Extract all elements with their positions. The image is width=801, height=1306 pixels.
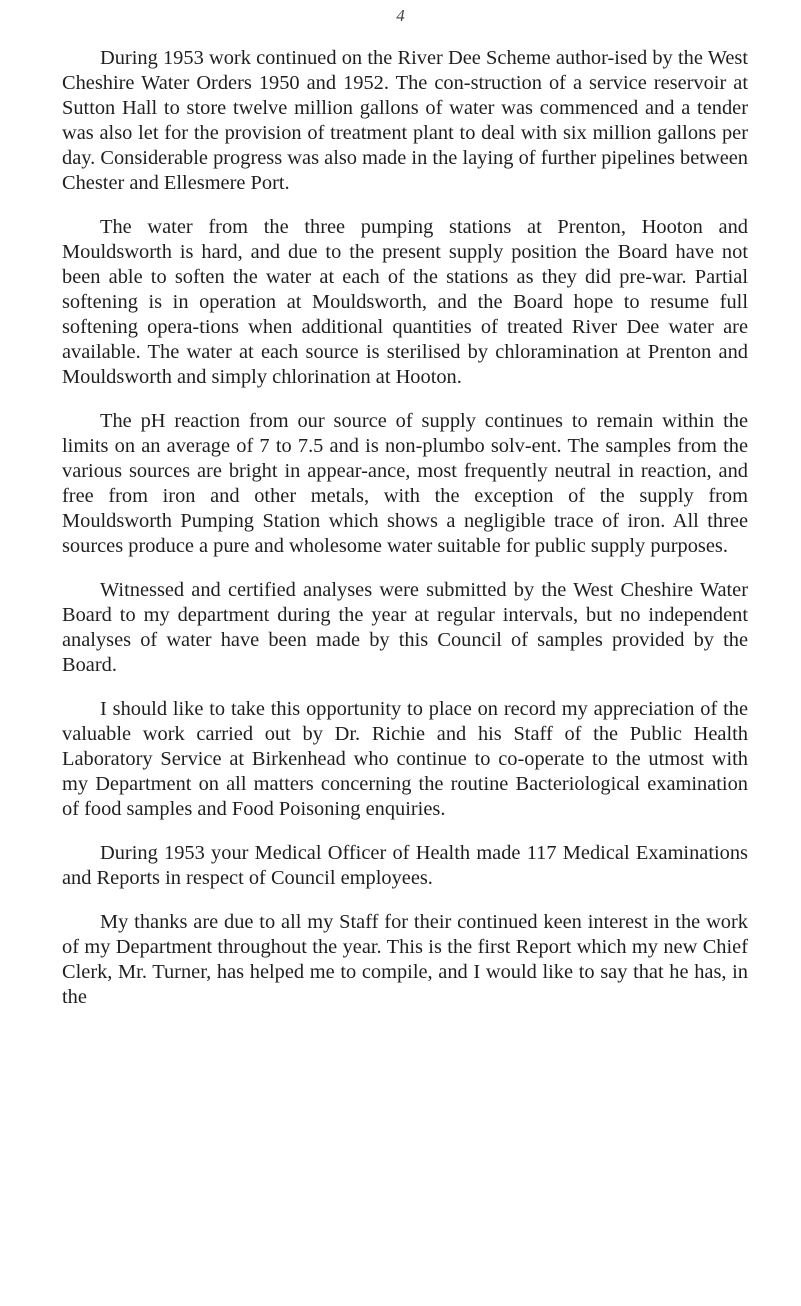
- paragraph-certified-analyses: Witnessed and certified analyses were submitted by the West Cheshire Water Board to my department during the year at regular intervals, but no independent analyses of water have been made by this Council of samples provided by the Board.: [62, 579, 748, 676]
- paragraph-pumping-stations: The water from the three pumping stations at Prenton, Hooton and Mouldsworth is hard, and due to the present supply position the Board have not been able to soften the water at each of the stations as they did pre-war. Partial softening is in operation at Mouldsworth, and the Board hope to resume full softening opera-tions when additional quantities of treated River Dee water are available. The water at each source is sterilised by chloramination at Prenton and Mouldsworth and simply chlorination at Hooton.: [62, 216, 748, 388]
- paragraph-river-dee-scheme: During 1953 work continued on the River Dee Scheme author-ised by the West Cheshire Water Orders 1950 and 1952. The con-struction of a service reservoir at Sutton Hall to store twelve million gallons of water was commenced and a tender was also let for the provision of treatment plant to deal with six million gallons per day. Considerable progress was also made in the laying of further pipelines between Chester and Ellesmere Port.: [62, 47, 748, 194]
- paragraph-staff-thanks: My thanks are due to all my Staff for their continued keen interest in the work of my Department throughout the year. This is the first Report which my new Chief Clerk, Mr. Turner, has helped me to compile, and I would like to say that he has, in the: [62, 911, 748, 1008]
- paragraph-ph-reaction: The pH reaction from our source of supply continues to remain within the limits on an average of 7 to 7.5 and is non-plumbo solv-ent. The samples from the various sources are bright in appear-ance, most frequently neutral in reaction, and free from iron and other metals, with the exception of the supply from Mouldsworth Pumping Station which shows a negligible trace of iron. All three sources produce a pure and wholesome water suitable for public supply purposes.: [62, 410, 748, 557]
- paragraph-medical-examinations: During 1953 your Medical Officer of Health made 117 Medical Examinations and Reports in respect of Council employees.: [62, 842, 748, 889]
- paragraph-appreciation: I should like to take this opportunity to place on record my appreciation of the valuable work carried out by Dr. Richie and his Staff of the Public Health Laboratory Service at Birkenhead who continue to co-operate to the utmost with my Department on all matters concerning the routine Bacteriological examination of food samples and Food Poisoning enquiries.: [62, 698, 748, 820]
- page-number: 4: [396, 6, 405, 25]
- document-body: [62, 46, 748, 1029]
